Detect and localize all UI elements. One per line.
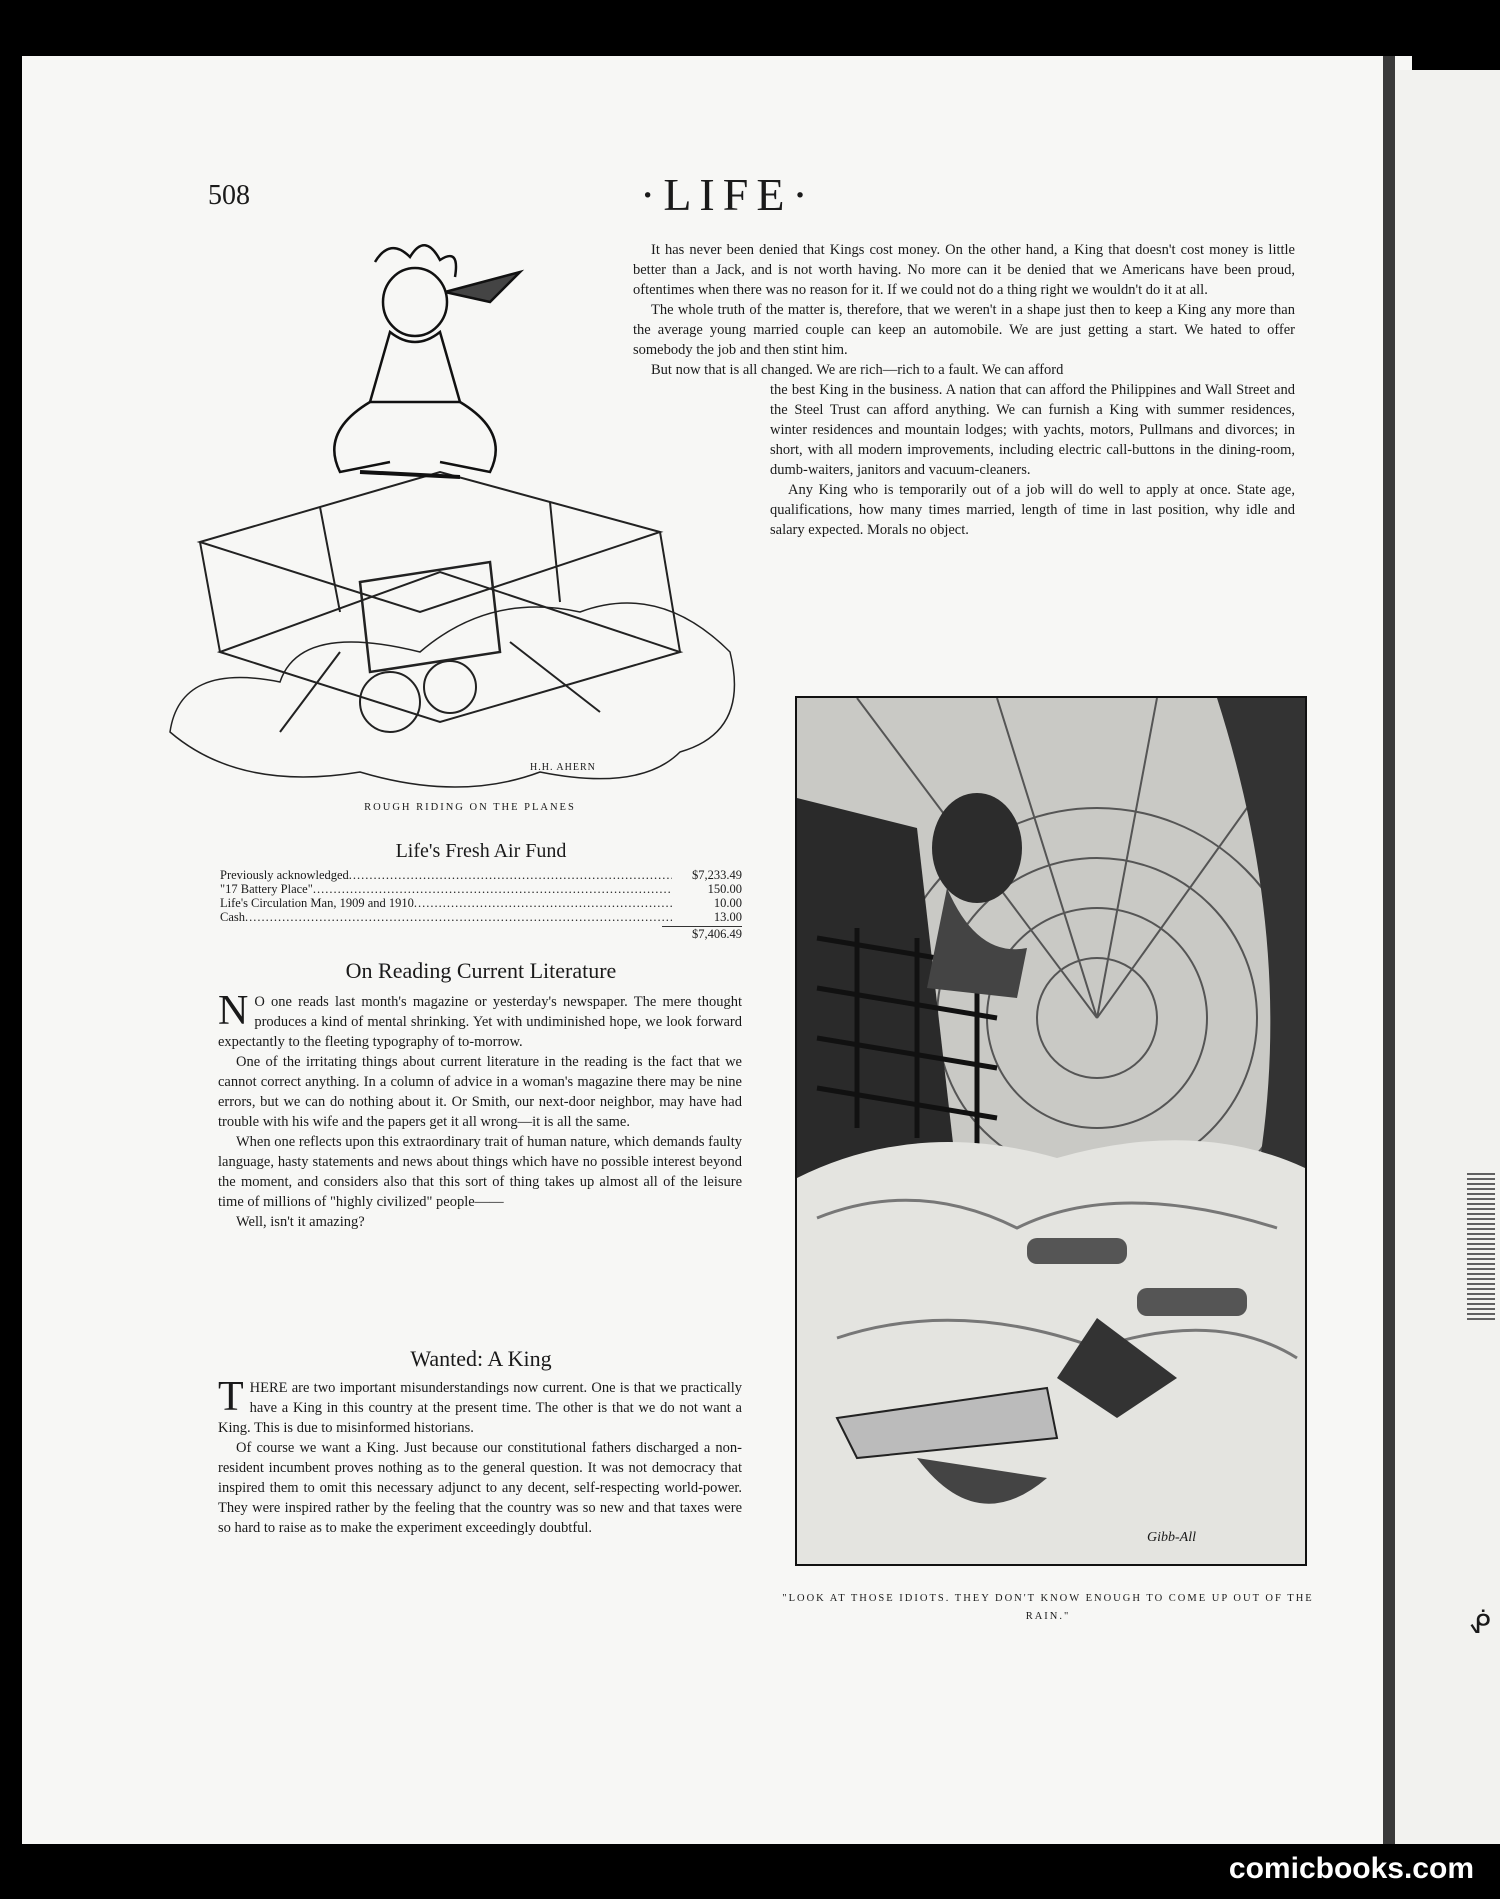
- balloon-drawing: [797, 698, 1305, 1564]
- fund-row-label: Life's Circulation Man, 1909 and 1910: [220, 896, 414, 910]
- reading-title: On Reading Current Literature: [345, 958, 617, 983]
- fund-row-label: Cash: [220, 910, 245, 924]
- cartoon2-signature: Gibb-All: [1147, 1530, 1196, 1545]
- fund-row: [220, 868, 742, 882]
- fund-table: [220, 868, 742, 941]
- king-cont-p1: It has never been denied that Kings cost money. On the other hand, a King that doesn't cost money is little better than a Jack, and is not worth having. No more can it be denied that we Americans have been proud, oftentimes when there was no reason for it. If we could not do a thing right we wouldn't do it at all.: [633, 242, 1295, 298]
- king-cont-p4: Any King who is temporarily out of a job will do well to apply at once. State age, qualifications, how many times married, length of time in last position, why idle and salary expected. Morals no object.: [770, 482, 1295, 538]
- cartoon1-caption: ROUGH RIDING ON THE PLANES: [364, 802, 576, 813]
- page-number: 508: [208, 180, 250, 211]
- biplane-drawing: [160, 232, 740, 792]
- facing-page-illustration-fragment: [1467, 1170, 1495, 1320]
- king-cont-p3a: But now that is all changed. We are rich—rich to a fault. We can afford: [651, 362, 1064, 378]
- reading-p2: One of the irritating things about current literature in the reading is the fact that we cannot correct anything. In a column of advice in a woman's magazine there may be nine errors, but we can do nothing about it. Or Smith, our next-door neighbor, may have had trouble with his wife and the papers get it all wrong—it is all the same.: [218, 1054, 742, 1130]
- king-dropcap: T: [218, 1374, 244, 1420]
- fund-total: $7,406.49: [662, 926, 742, 941]
- king-title: Wanted: A King: [410, 1346, 552, 1371]
- king-p2: Of course we want a King. Just because our constitutional fathers discharged a non-resident incumbent proves nothing as to the general question. It was not democracy that inspired them to omit this necessary adjunct to any decent, self-respecting world-power. They were inspired rather by the feeling that the country was so new and that taxes were so hard to raise as to make the experiment exceedingly doubtful.: [218, 1440, 742, 1536]
- king-p1: HERE are two important misunderstandings now current. One is that we practically have a King in this country at the present time. The other is that we do not want a King. This is due to misinformed historians.: [218, 1380, 742, 1436]
- king-article: [218, 1374, 742, 1538]
- fund-row-label: Previously acknowledged: [220, 868, 349, 882]
- fund-row-amount: 150.00: [707, 882, 742, 896]
- masthead: ·LIFE·: [640, 169, 816, 220]
- reading-p3: When one reflects upon this extraordinary trait of human nature, which demands faulty language, hasty statements and news about things which have no possible interest beyond the moment, and considers also that this sort of thing takes up almost all of the leisure time of millions of "highly civilized" people——: [218, 1134, 742, 1210]
- cartoon1-signature: H.H. AHERN: [530, 762, 596, 773]
- reading-p4: Well, isn't it amazing?: [236, 1214, 365, 1230]
- king-cont-p3b: the best King in the business. A nation that can afford the Philippines and Wall Street and the Steel Trust can afford anything. We can furnish a King with summer residences, winter residences and mountain lodges; with yachts, motors, Pullmans and divorces; in short, with all modern improvements, including electric call-buttons in the dining-room, dumb-waiters, janitors and vacuum-cleaners.: [770, 382, 1295, 478]
- reading-dropcap: N: [218, 988, 249, 1034]
- fund-row-amount: 13.00: [713, 910, 742, 924]
- cartoon2-caption: "LOOK AT THOSE IDIOTS. THEY DON'T KNOW ENOUGH TO COME UP OUT OF THE RAIN.": [782, 1593, 1314, 1622]
- fund-row-amount: $7,233.49: [692, 868, 742, 882]
- facing-page-ink-mark: ᕶ: [1469, 1610, 1491, 1639]
- cartoon-rough-riding: [160, 232, 740, 792]
- fund-row-amount: 10.00: [713, 896, 742, 910]
- reading-article: [218, 988, 742, 1232]
- watermark: comicbooks.com: [1228, 1852, 1474, 1885]
- fund-row: [220, 896, 742, 910]
- facing-page-edge: [1395, 70, 1500, 1844]
- fund-row: [220, 882, 742, 896]
- book-spine: [1383, 56, 1395, 1844]
- fund-row: [220, 910, 742, 924]
- reading-p1: O one reads last month's magazine or yesterday's newspaper. The mere thought produces a kind of mental shrinking. Yet with undiminished hope, we look forward expectantly to the fleeting typography of to-morrow.: [218, 994, 742, 1050]
- king-cont-p2: The whole truth of the matter is, therefore, that we weren't in a shape just then to keep a King any more than the average young married couple can keep an automobile. We are just getting a start. We hated to offer somebody the job and then stint him.: [633, 302, 1295, 358]
- fund-row-label: "17 Battery Place": [220, 882, 313, 896]
- fund-title: Life's Fresh Air Fund: [395, 840, 567, 862]
- cartoon-balloon: [795, 696, 1307, 1566]
